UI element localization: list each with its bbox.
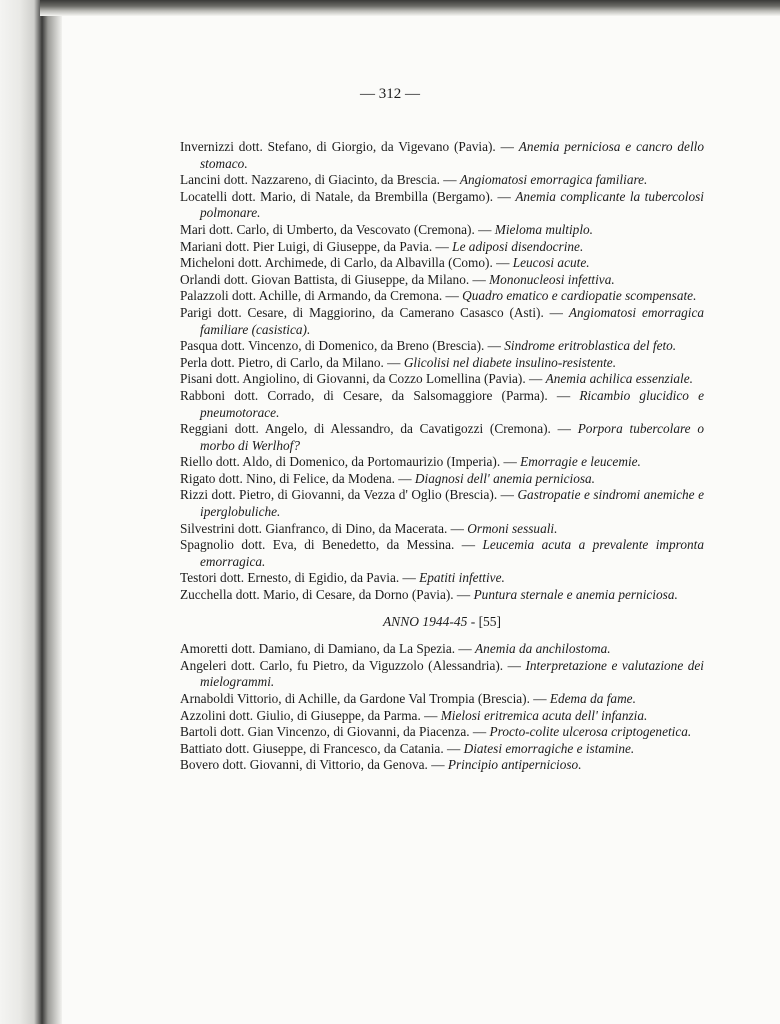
list-item — [180, 521, 704, 538]
entry-author: Perla dott. Pietro, di Carlo, da Milano. — — [180, 354, 404, 370]
entry-author: Pasqua dott. Vincenzo, di Domenico, da Breno (Brescia). — — [180, 338, 505, 354]
list-item — [180, 741, 704, 758]
entry-author: Mariani dott. Pier Luigi, di Giuseppe, da Pavia. — — [180, 238, 453, 254]
entry-author: Silvestrini dott. Gianfranco, di Dino, da Macerata. — — [180, 520, 468, 536]
list-item — [180, 288, 704, 305]
entry-author: Bartoli dott. Gian Vincenzo, di Giovanni, da Piacenza. — — [180, 724, 490, 740]
entry-author: Riello dott. Aldo, di Domenico, da Portomaurizio (Imperia). — — [180, 454, 521, 470]
entry-author: Zucchella dott. Mario, di Cesare, da Dorno (Pavia). — — [180, 587, 474, 603]
list-item — [180, 587, 704, 604]
entry-title: Leucemia acuta a prevalente impronta emorragica. — [200, 537, 704, 569]
list-item — [180, 708, 704, 725]
list-item — [180, 139, 704, 172]
entry-author: Mari dott. Carlo, di Umberto, da Vescovato (Cremona). — — [180, 221, 495, 237]
entry-author: Orlandi dott. Giovan Battista, di Giuseppe, da Milano. — — [180, 271, 490, 287]
list-item — [180, 757, 704, 774]
entries-list-b — [180, 641, 704, 774]
entry-title: Gastropatie e sindromi anemiche e iperglobuliche. — [200, 487, 704, 520]
entry-author: Micheloni dott. Archimede, di Carlo, da Albavilla (Como). — — [180, 255, 513, 271]
entry-title: Porpora tubercolare o morbo di Werlhof? — [200, 421, 704, 453]
list-item — [180, 338, 704, 355]
entry-author: Angeleri dott. Carlo, fu Pietro, da Viguzzolo (Alessandria). — — [180, 657, 526, 673]
list-item — [180, 355, 704, 372]
list-item — [180, 388, 704, 421]
list-item — [180, 305, 704, 338]
entry-title: Interpretazione e valutazione dei mielogrammi. — [200, 657, 704, 690]
entry-author: Battiato dott. Giuseppe, di Francesco, da Catania. — — [180, 740, 464, 756]
entry-title: Puntura sternale e anemia perniciosa. — [473, 587, 678, 603]
entry-author: Invernizzi dott. Stefano, di Giorgio, da Vigevano (Pavia). — — [180, 139, 519, 154]
entry-title: Procto-colite ulcerosa criptogenetica. — [489, 724, 692, 740]
entry-title: Ormoni sessuali. — [467, 520, 558, 536]
list-item — [180, 724, 704, 741]
list-item — [180, 570, 704, 587]
scan-left-edge — [0, 0, 62, 1024]
entry-title: Angiomatosi emorragica familiare (casistica). — [200, 304, 704, 337]
entry-title: Quadro ematico e cardiopatie scompensate. — [462, 288, 697, 304]
list-item — [180, 172, 704, 189]
entry-title: Le adiposi disendocrine. — [452, 238, 584, 254]
entry-title: Anemia complicante la tubercolosi polmonare. — [200, 188, 704, 221]
entry-title: Leucosi acute. — [512, 255, 590, 271]
entry-title: Sindrome eritroblastica del feto. — [504, 338, 677, 354]
section-title: ANNO 1944-45 - — [382, 613, 479, 629]
entry-title: Diatesi emorragiche e istamine. — [463, 740, 635, 756]
page-number: — 312 — — [360, 86, 420, 102]
entry-title: Edema da fame. — [549, 691, 636, 706]
entry-author: Amoretti dott. Damiano, di Damiano, da La Spezia. — — [180, 641, 476, 657]
entry-title: Angiomatosi emorragica familiare. — [459, 172, 648, 188]
entry-title: Glicolisi nel diabete insulino-resistente. — [403, 354, 617, 370]
entry-title: Emorragie e leucemie. — [520, 454, 641, 470]
entry-title: Epatiti infettive. — [419, 570, 505, 586]
entry-author: Bovero dott. Giovanni, di Vittorio, da Genova. — — [180, 757, 448, 773]
entry-title: Anemia da anchilostoma. — [475, 641, 611, 657]
entry-author: Pisani dott. Angiolino, di Giovanni, da Cozzo Lomellina (Pavia). — — [180, 371, 546, 387]
entry-author: Rabboni dott. Corrado, di Cesare, da Salsomaggiore (Parma). — — [180, 387, 580, 403]
list-item — [180, 487, 704, 520]
section-heading — [180, 614, 704, 631]
entry-author: Rigato dott. Nino, di Felice, da Modena. — — [180, 470, 415, 486]
list-item — [180, 189, 704, 222]
entry-title: Anemia achilica essenziale. — [545, 371, 693, 387]
entry-author: Locatelli dott. Mario, di Natale, da Brembilla (Bergamo). — — [180, 188, 516, 204]
entry-author: Parigi dott. Cesare, di Maggiorino, da Camerano Casasco (Asti). — — [180, 304, 569, 320]
list-item — [180, 239, 704, 256]
list-item — [180, 641, 704, 658]
entry-author: Spagnolio dott. Eva, di Benedetto, da Messina. — — [180, 537, 483, 553]
entry-title: Mielosi eritremica acuta dell' infanzia. — [440, 707, 648, 723]
list-item — [180, 255, 704, 272]
entry-author: Azzolini dott. Giulio, di Giuseppe, da Parma. — — [180, 707, 441, 723]
entry-title: Mononucleosi infettiva. — [489, 271, 615, 287]
entry-title: Principio antipernicioso. — [447, 757, 582, 773]
list-item — [180, 691, 704, 708]
scan-top-edge — [40, 0, 780, 16]
entry-author: Reggiani dott. Angelo, di Alessandro, da Cavatigozzi (Cremona). — — [180, 421, 578, 437]
entry-title: Diagnosi dell' anemia perniciosa. — [414, 470, 596, 486]
section-count: [55] — [478, 613, 502, 629]
list-item — [180, 421, 704, 454]
list-item — [180, 454, 704, 471]
list-item — [180, 222, 704, 239]
entry-title: Mieloma multiplo. — [494, 221, 593, 237]
list-item — [180, 272, 704, 289]
entry-title: Ricambio glucidico e pneumotorace. — [200, 387, 704, 420]
entry-author: Lancini dott. Nazzareno, di Giacinto, da Brescia. — — [180, 172, 460, 188]
entry-author: Rizzi dott. Pietro, di Giovanni, da Vezza d' Oglio (Brescia). — — [180, 487, 518, 503]
list-item — [180, 471, 704, 488]
list-item — [180, 658, 704, 691]
entries-list-a — [180, 139, 704, 604]
entry-author: Testori dott. Ernesto, di Egidio, da Pavia. — — [180, 570, 420, 586]
entry-title: Anemia perniciosa e cancro dello stomaco. — [200, 139, 704, 171]
entry-author: Arnaboldi Vittorio, di Achille, da Gardone Val Trompia (Brescia). — — [180, 691, 550, 706]
thesis-list — [180, 139, 704, 774]
entry-author: Palazzoli dott. Achille, di Armando, da Cremona. — — [180, 288, 463, 304]
list-item — [180, 537, 704, 570]
list-item — [180, 371, 704, 388]
